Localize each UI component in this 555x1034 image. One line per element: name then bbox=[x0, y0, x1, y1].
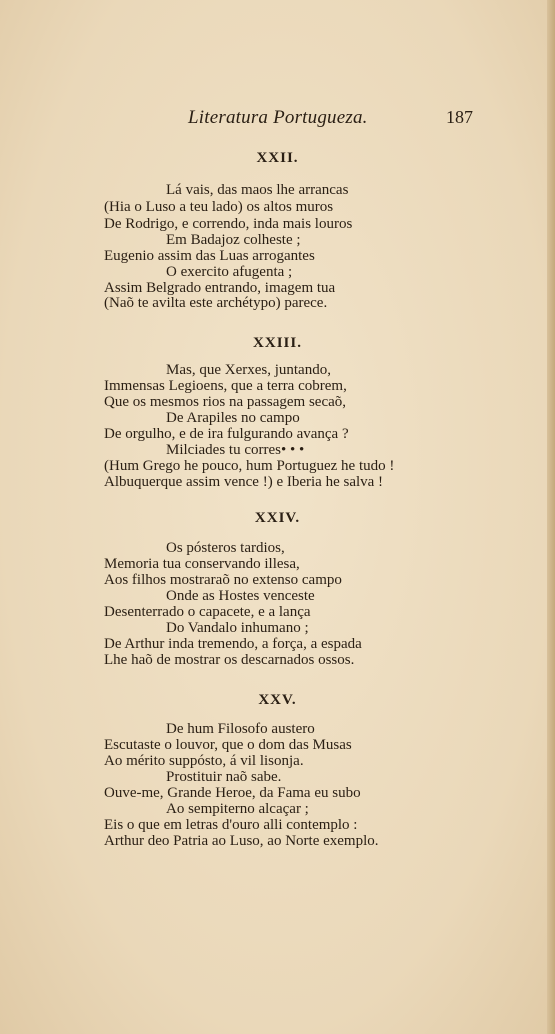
verse-line: Onde as Hostes venceste bbox=[166, 588, 315, 604]
verse-line: Os pósteros tardios, bbox=[166, 540, 285, 556]
verse-line: (Naõ te avilta este archétypo) parece. bbox=[104, 295, 328, 311]
verse-line: Eugenio assim das Luas arrogantes bbox=[104, 248, 315, 264]
verse-line: Milciades tu corres• • • bbox=[166, 442, 305, 458]
running-head-title: Literatura Portugueza. bbox=[188, 107, 368, 128]
stanza-numeral: XXII. bbox=[256, 150, 299, 166]
verse-line: De Rodrigo, e correndo, inda mais louros bbox=[104, 216, 353, 232]
verse-line: Immensas Legioens, que a terra cobrem, bbox=[104, 378, 347, 394]
verse-line: Escutaste o louvor, que o dom das Musas bbox=[104, 737, 352, 753]
verse-line: De hum Filosofo austero bbox=[166, 721, 315, 737]
verse-line: Lhe haõ de mostrar os descarnados ossos. bbox=[104, 652, 355, 668]
verse-line: Lá vais, das maos lhe arrancas bbox=[166, 182, 349, 198]
verse-line: De orgulho, e de ira fulgurando avança ? bbox=[104, 426, 349, 442]
verse-line: De Arapiles no campo bbox=[166, 410, 300, 426]
page-number: 187 bbox=[446, 107, 473, 127]
verse-line: Ouve-me, Grande Heroe, da Fama eu subo bbox=[104, 785, 361, 801]
stanza-numeral: XXIII. bbox=[253, 335, 302, 351]
verse-line: Memoria tua conservando illesa, bbox=[104, 556, 300, 572]
stanza-numeral: XXIV. bbox=[254, 510, 301, 526]
verse-line: Mas, que Xerxes, juntando, bbox=[166, 362, 331, 378]
verse-line: Assim Belgrado entrando, imagem tua bbox=[104, 280, 336, 296]
verse-line: Aos filhos mostraraõ no extenso campo bbox=[104, 572, 342, 588]
verse-line: Arthur deo Patria ao Luso, ao Norte exemplo. bbox=[104, 833, 379, 849]
verse-line: Do Vandalo inhumano ; bbox=[166, 620, 309, 636]
verse-line: Prostituir naõ sabe. bbox=[166, 769, 282, 785]
verse-line: (Hum Grego he pouco, hum Portuguez he tudo ! bbox=[104, 458, 395, 474]
verse-line: De Arthur inda tremendo, a força, a espada bbox=[104, 636, 362, 652]
verse-line: Desenterrado o capacete, e a lança bbox=[104, 604, 311, 620]
stanza-numeral: XXV. bbox=[258, 692, 297, 708]
running-head bbox=[0, 107, 555, 131]
verse-line: Que os mesmos rios na passagem secaõ, bbox=[104, 394, 347, 410]
verse-line: Ao mérito suppósto, á vil lisonja. bbox=[104, 753, 304, 769]
verse-line: Em Badajoz colheste ; bbox=[166, 232, 301, 248]
verse-line: Albuquerque assim vence !) e Iberia he salva ! bbox=[104, 474, 384, 490]
verse-line: Ao sempiterno alcaçar ; bbox=[166, 801, 309, 817]
verse-line: (Hia o Luso a teu lado) os altos muros bbox=[104, 199, 334, 215]
verse-line: Eis o que em letras d'ouro alli contemplo : bbox=[104, 817, 358, 833]
verse-line: O exercito afugenta ; bbox=[166, 264, 293, 280]
